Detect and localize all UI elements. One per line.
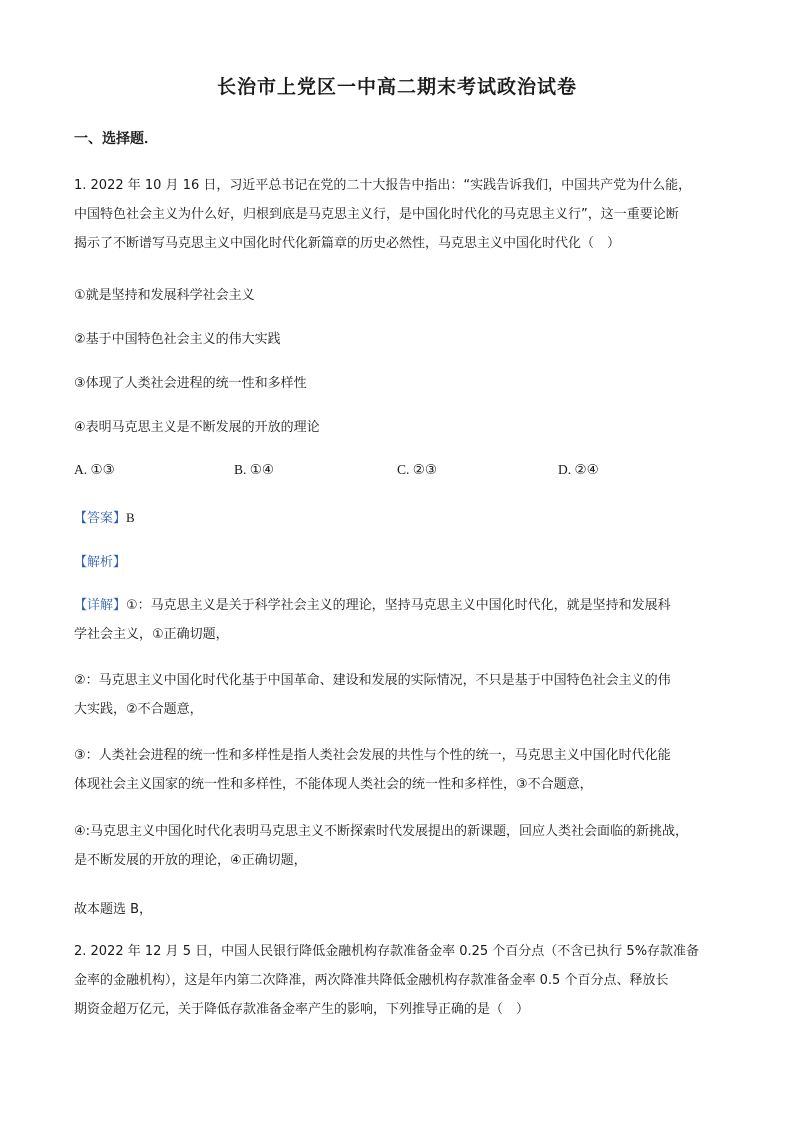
detail-paragraph-4 [74,822,724,871]
detail-line: 体现社会主义国家的统一性和多样性，不能体现人类社会的统一性和多样性，③不合题意， [74,777,593,792]
question-1-options [74,462,724,482]
page-title: 长治市上党区一中高二期末考试政治试卷 [216,76,577,98]
detail-line: 大实践，②不合题意， [74,702,203,717]
detail-line: 学社会主义，①正确切题， [74,627,229,642]
section-heading: 一、选择题． [74,131,158,147]
question-1-statement: ③体现了人类社会进程的统一性和多样性 [74,376,307,391]
detail-line: ③：人类社会进程的统一性和多样性是指人类社会发展的共性与个性的统一，马克思主义中国化时代化能 [74,748,671,763]
question-1-statement: ①就是坚持和发展科学社会主义 [74,288,255,303]
question-2-stem-line: 2. 2022 年 12 月 5 日，中国人民银行降低金融机构存款准备金率 0.25 个百分点（不含已执行 5%存款准备 [74,944,700,959]
conclusion-line: 故本题选 B， [74,902,153,917]
answer-tag: 【答案】 [74,511,127,526]
option-c: C. ②③ [397,462,437,477]
detail-paragraph-2 [74,671,724,720]
detail-tag: 【详解】 [74,598,127,613]
question-1-statement: ④表明马克思主义是不断发展的开放的理论 [74,420,320,435]
detail-paragraph-1 [74,596,724,645]
detail-line: 是不断发展的开放的理论，④正确切题， [74,853,307,868]
analysis-tag-line [74,551,724,570]
question-1-stem [74,176,724,254]
question-2-stem [74,942,724,1020]
question-1-stem-line: 中国特色社会主义为什么好，归根到底是马克思主义行，是中国化时代化的马克思主义行”，这一重要论断 [74,207,679,222]
detail-line: ②：马克思主义中国化时代化基于中国革命、建设和发展的实际情况，不只是基于中国特色社会主义的伟 [74,673,671,688]
question-1-stem-line: 1. 2022 年 10 月 16 日，习近平总书记在党的二十大报告中指出：“实践告诉我们，中国共产党为什么能， [74,178,692,193]
detail-line [74,596,724,625]
detail-line: ④:马克思主义中国化时代化表明马克思主义不断探索时代发展提出的新课题，回应人类社会面临的新挑战， [74,824,689,839]
detail-text: ①：马克思主义是关于科学社会主义的理论，坚持马克思主义中国化时代化，就是坚持和发展科 [126,598,671,613]
detail-paragraph-3 [74,746,724,795]
answer-value: B [126,510,135,525]
answer-line [74,507,724,526]
question-2-stem-line: 金率的金融机构），这是年内第二次降准，两次降准共降低金融机构存款准备金率 0.5 个百分点、释放长 [74,973,669,988]
question-1-statement: ②基于中国特色社会主义的伟大实践 [74,332,281,347]
analysis-tag: 【解析】 [74,555,127,570]
option-d: D. ②④ [558,462,599,477]
question-1-stem-line: 揭示了不断谱写马克思主义中国化时代化新篇章的历史必然性，马克思主义中国化时代化（ ） [74,236,621,251]
option-b: B. ①④ [234,462,274,477]
option-a: A. ①③ [74,462,115,477]
question-2-stem-line: 期资金超万亿元，关于降低存款准备金率产生的影响，下列推导正确的是（ ） [74,1002,530,1017]
